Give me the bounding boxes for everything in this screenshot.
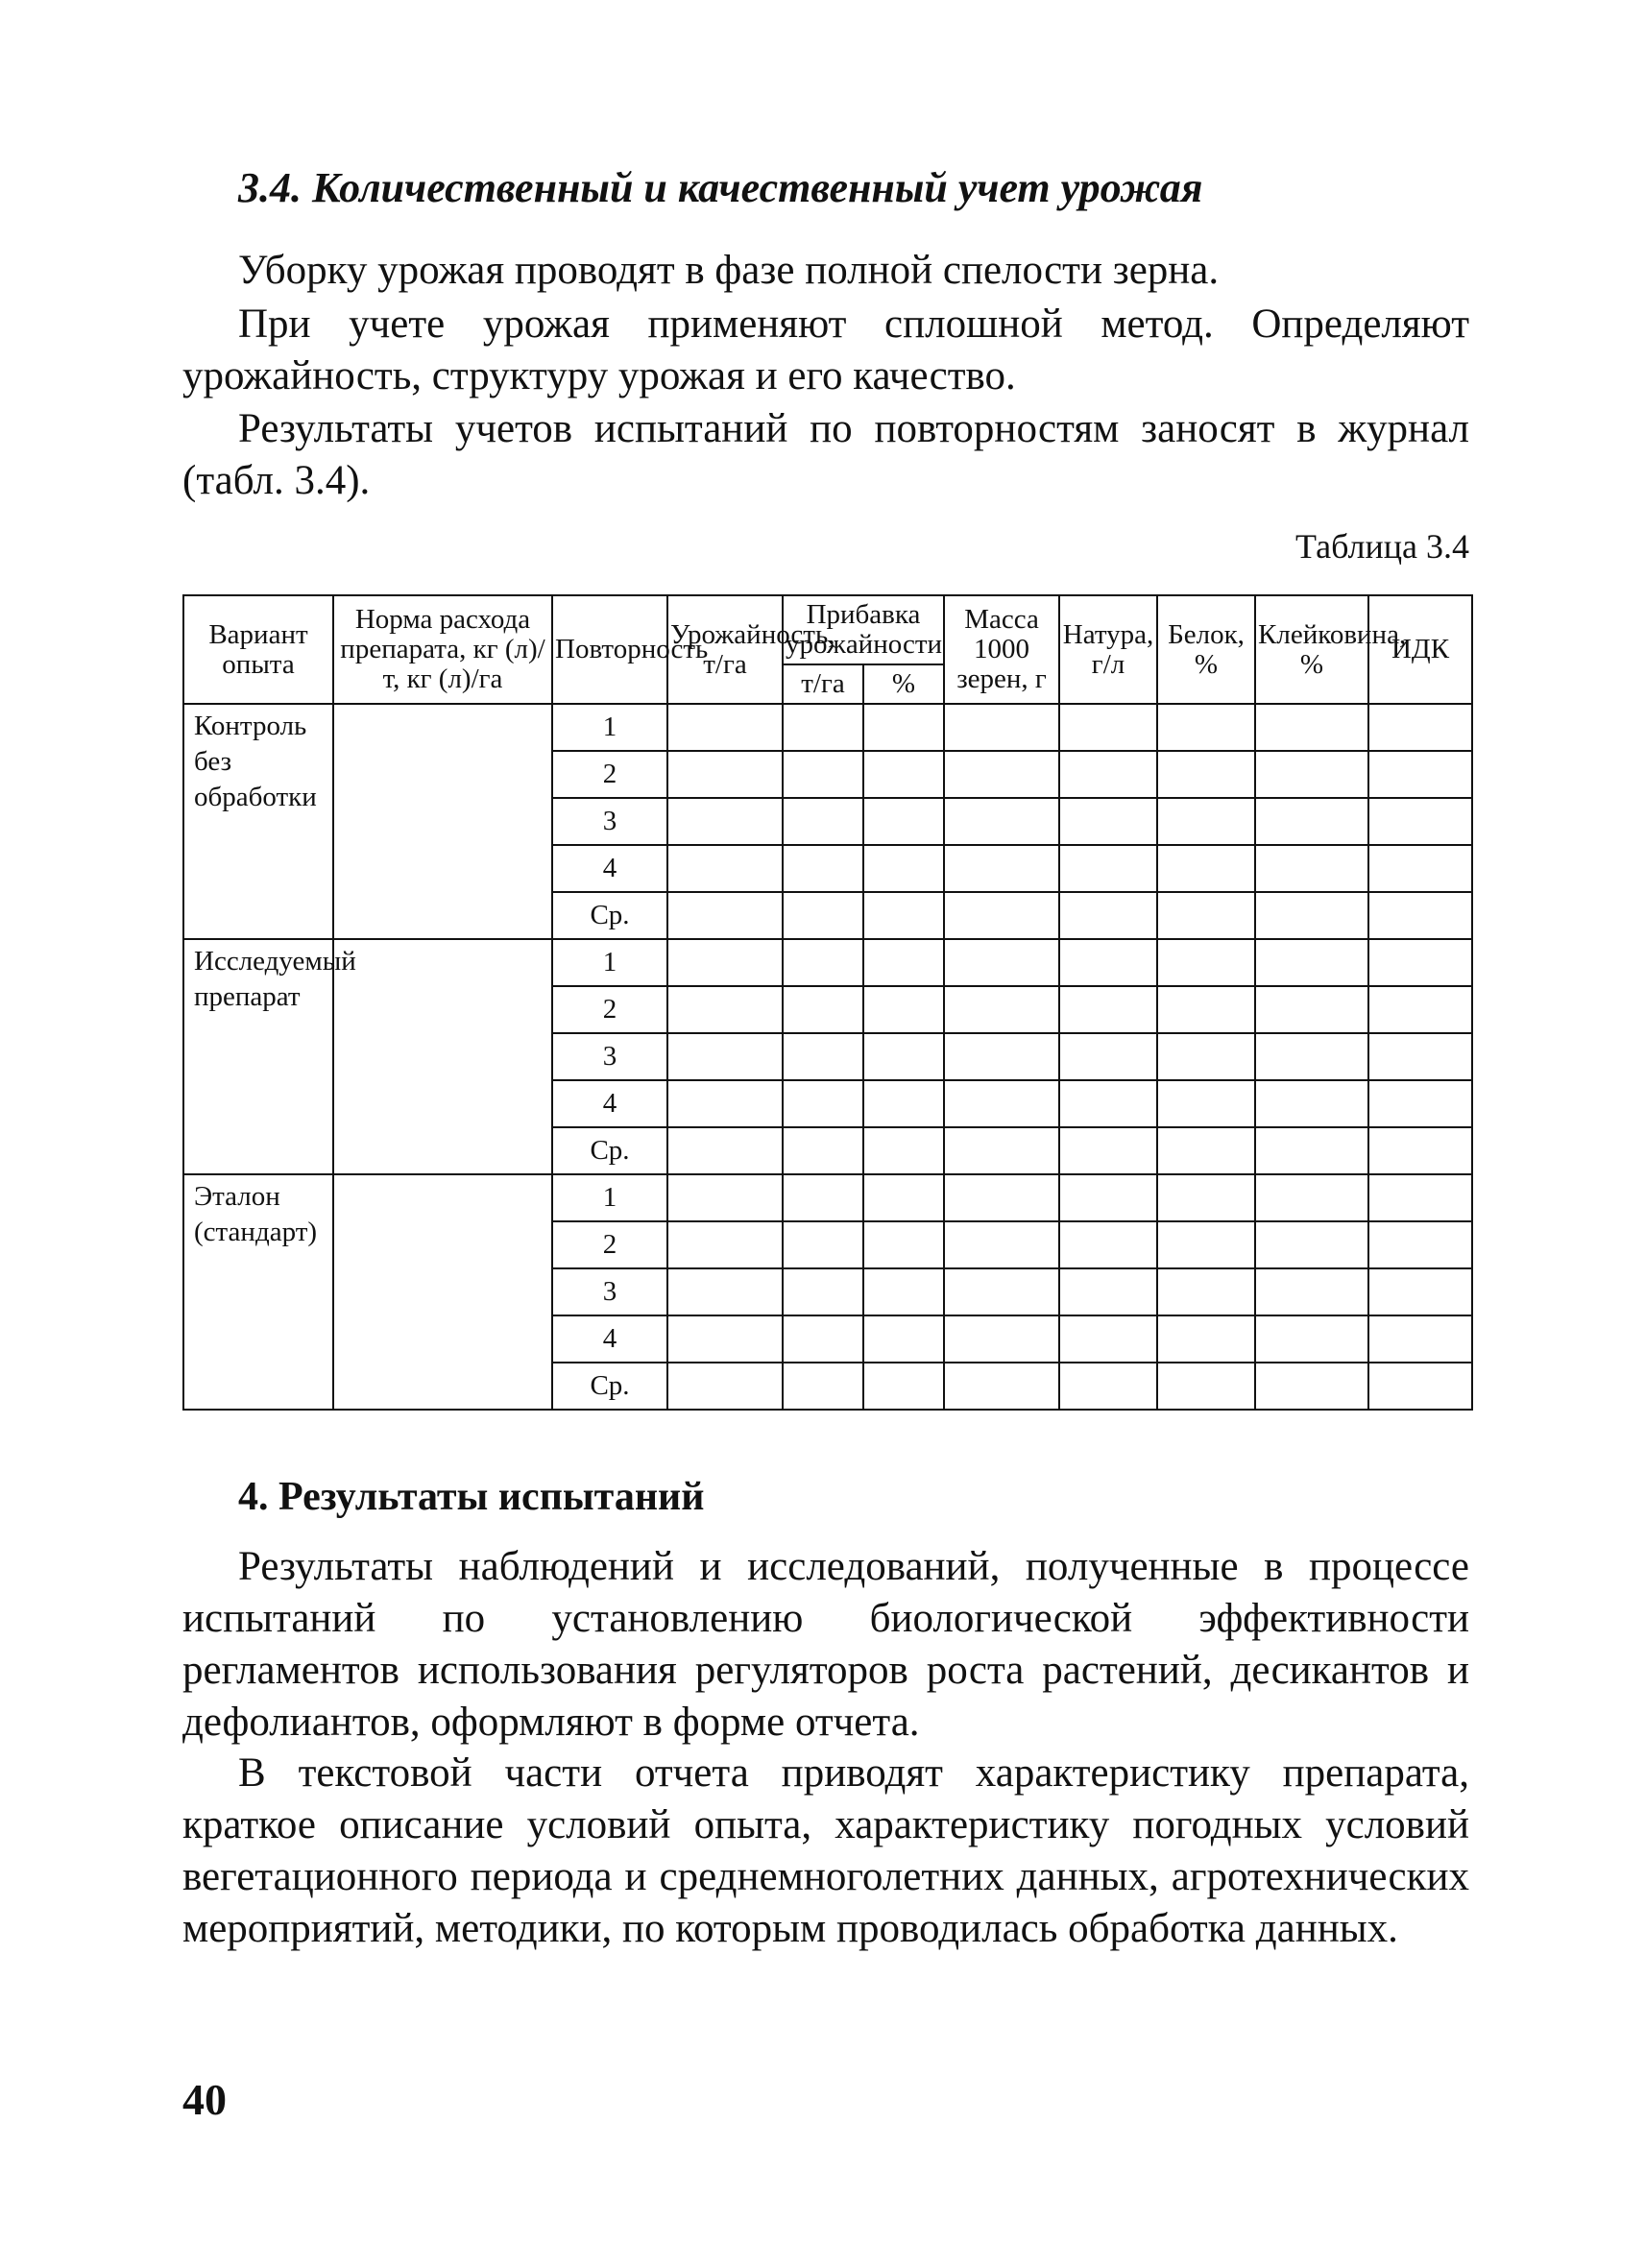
page-number: 40 [182, 2075, 227, 2124]
empty-cell [1059, 892, 1157, 939]
header-increase-tha: т/га [783, 664, 863, 704]
empty-cell [1059, 1033, 1157, 1080]
empty-cell [863, 1315, 944, 1363]
repetition-cell: 4 [552, 1080, 667, 1127]
rate-cell [333, 704, 552, 939]
header-gluten: Клейковина, % [1255, 595, 1368, 704]
repetition-cell: 3 [552, 1033, 667, 1080]
empty-cell [667, 939, 783, 986]
empty-cell [1157, 1363, 1255, 1410]
empty-cell [944, 892, 1059, 939]
repetition-cell: 3 [552, 1268, 667, 1315]
empty-cell [1157, 1221, 1255, 1268]
repetition-cell: 1 [552, 1174, 667, 1221]
empty-cell [1157, 845, 1255, 892]
variant-cell: Эталон (стандарт) [183, 1174, 333, 1410]
paragraph: Уборку урожая проводят в фазе полной спелости зерна. [238, 248, 1220, 293]
empty-cell [1368, 1268, 1472, 1315]
empty-cell [1059, 751, 1157, 798]
empty-cell [1059, 1080, 1157, 1127]
empty-cell [944, 751, 1059, 798]
paragraph: Результаты учетов испытаний по повторностям заносят в журнал (табл. 3.4). [182, 406, 1469, 503]
empty-cell [1255, 704, 1368, 751]
header-rate: Норма расхода препарата, кг (л)/т, кг (л)/га [333, 595, 552, 704]
empty-cell [944, 986, 1059, 1033]
empty-cell [944, 704, 1059, 751]
empty-cell [1255, 1174, 1368, 1221]
empty-cell [783, 939, 863, 986]
empty-cell [1255, 1315, 1368, 1363]
repetition-cell: 1 [552, 939, 667, 986]
empty-cell [863, 892, 944, 939]
empty-cell [1368, 1127, 1472, 1174]
empty-cell [1157, 892, 1255, 939]
empty-cell [944, 1080, 1059, 1127]
repetition-cell: 3 [552, 798, 667, 845]
empty-cell [1255, 986, 1368, 1033]
empty-cell [1368, 845, 1472, 892]
repetition-cell: Ср. [552, 1363, 667, 1410]
empty-cell [1157, 1127, 1255, 1174]
empty-cell [1255, 1127, 1368, 1174]
rate-cell [333, 939, 552, 1174]
header-increase-pct: % [863, 664, 944, 704]
empty-cell [1059, 1268, 1157, 1315]
empty-cell [1059, 986, 1157, 1033]
empty-cell [783, 1127, 863, 1174]
empty-cell [783, 1315, 863, 1363]
empty-cell [667, 1221, 783, 1268]
section-title: 3.4. Количественный и качественный учет урожая [238, 164, 1203, 211]
table-header [183, 595, 1472, 704]
empty-cell [1157, 939, 1255, 986]
empty-cell [1368, 1174, 1472, 1221]
empty-cell [1059, 939, 1157, 986]
empty-cell [1368, 1033, 1472, 1080]
empty-cell [1255, 1033, 1368, 1080]
empty-cell [783, 1033, 863, 1080]
rate-cell [333, 1174, 552, 1410]
empty-cell [667, 1315, 783, 1363]
table-caption: Таблица 3.4 [1295, 527, 1469, 566]
variant-cell: Исследуемый препарат [183, 939, 333, 1174]
repetition-cell: Ср. [552, 1127, 667, 1174]
empty-cell [1368, 1221, 1472, 1268]
empty-cell [863, 1033, 944, 1080]
empty-cell [1157, 1080, 1255, 1127]
repetition-cell: 4 [552, 845, 667, 892]
empty-cell [863, 845, 944, 892]
empty-cell [863, 986, 944, 1033]
empty-cell [667, 751, 783, 798]
empty-cell [1059, 1363, 1157, 1410]
empty-cell [1157, 1268, 1255, 1315]
empty-cell [944, 1127, 1059, 1174]
empty-cell [1157, 751, 1255, 798]
empty-cell [1255, 1363, 1368, 1410]
table-body [183, 704, 1472, 1410]
header-mass: Масса 1000 зерен, г [944, 595, 1059, 704]
empty-cell [1059, 1221, 1157, 1268]
empty-cell [1157, 986, 1255, 1033]
empty-cell [863, 798, 944, 845]
empty-cell [667, 1033, 783, 1080]
empty-cell [1368, 939, 1472, 986]
header-yield: Урожайность, т/га [667, 595, 783, 704]
paragraph: В текстовой части отчета приводят характеристику препарата, краткое описание условий опыта, характеристику погодных условий вегетационного периода и среднемноголетних данных, агротехнических мероприятий, методики, по которым проводилась обработка данных. [182, 1750, 1469, 1951]
empty-cell [667, 1363, 783, 1410]
empty-cell [1157, 798, 1255, 845]
empty-cell [783, 892, 863, 939]
empty-cell [1255, 939, 1368, 986]
empty-cell [783, 798, 863, 845]
empty-cell [863, 1127, 944, 1174]
repetition-cell: 1 [552, 704, 667, 751]
empty-cell [863, 1080, 944, 1127]
empty-cell [1368, 1363, 1472, 1410]
empty-cell [863, 939, 944, 986]
table-row [183, 1174, 1472, 1221]
empty-cell [1059, 798, 1157, 845]
empty-cell [1059, 1315, 1157, 1363]
empty-cell [1059, 1127, 1157, 1174]
empty-cell [1157, 1033, 1255, 1080]
repetition-cell: 4 [552, 1315, 667, 1363]
empty-cell [1255, 798, 1368, 845]
empty-cell [863, 751, 944, 798]
empty-cell [667, 986, 783, 1033]
empty-cell [1368, 751, 1472, 798]
empty-cell [783, 986, 863, 1033]
empty-cell [1059, 845, 1157, 892]
header-repetition: Повторность [552, 595, 667, 704]
empty-cell [1059, 704, 1157, 751]
empty-cell [667, 1174, 783, 1221]
empty-cell [1157, 1174, 1255, 1221]
empty-cell [1255, 1221, 1368, 1268]
repetition-cell: 2 [552, 986, 667, 1033]
repetition-cell: Ср. [552, 892, 667, 939]
variant-cell: Контроль без обработки [183, 704, 333, 939]
empty-cell [944, 1315, 1059, 1363]
empty-cell [944, 939, 1059, 986]
empty-cell [783, 1174, 863, 1221]
empty-cell [944, 1033, 1059, 1080]
empty-cell [783, 704, 863, 751]
results-title: 4. Результаты испытаний [238, 1475, 705, 1519]
empty-cell [667, 1268, 783, 1315]
empty-cell [1368, 704, 1472, 751]
empty-cell [667, 798, 783, 845]
empty-cell [863, 1363, 944, 1410]
header-natura: Натура, г/л [1059, 595, 1157, 704]
header-variant: Вариант опыта [183, 595, 333, 704]
results-table [182, 594, 1473, 1411]
empty-cell [863, 704, 944, 751]
empty-cell [667, 1080, 783, 1127]
empty-cell [1255, 892, 1368, 939]
empty-cell [944, 798, 1059, 845]
repetition-cell: 2 [552, 751, 667, 798]
empty-cell [667, 845, 783, 892]
empty-cell [944, 845, 1059, 892]
empty-cell [944, 1174, 1059, 1221]
empty-cell [783, 1080, 863, 1127]
empty-cell [783, 845, 863, 892]
empty-cell [667, 1127, 783, 1174]
empty-cell [1059, 1174, 1157, 1221]
empty-cell [1368, 798, 1472, 845]
empty-cell [1368, 1315, 1472, 1363]
table-row [183, 939, 1472, 986]
empty-cell [863, 1268, 944, 1315]
empty-cell [944, 1363, 1059, 1410]
empty-cell [783, 1363, 863, 1410]
empty-cell [667, 704, 783, 751]
empty-cell [1255, 1080, 1368, 1127]
header-increase: Прибавка урожайности [783, 595, 944, 664]
empty-cell [667, 892, 783, 939]
empty-cell [863, 1174, 944, 1221]
repetition-cell: 2 [552, 1221, 667, 1268]
empty-cell [1157, 1315, 1255, 1363]
empty-cell [1157, 704, 1255, 751]
empty-cell [1368, 986, 1472, 1033]
empty-cell [944, 1268, 1059, 1315]
empty-cell [944, 1221, 1059, 1268]
paragraph: При учете урожая применяют сплошной метод. Определяют урожайность, структуру урожая и его качество. [182, 302, 1469, 398]
empty-cell [783, 751, 863, 798]
table-row [183, 704, 1472, 751]
empty-cell [1368, 1080, 1472, 1127]
empty-cell [783, 1268, 863, 1315]
header-idk: ИДК [1368, 595, 1472, 704]
empty-cell [1255, 1268, 1368, 1315]
empty-cell [863, 1221, 944, 1268]
empty-cell [783, 1221, 863, 1268]
header-protein: Белок, % [1157, 595, 1255, 704]
empty-cell [1368, 892, 1472, 939]
empty-cell [1255, 751, 1368, 798]
empty-cell [1255, 845, 1368, 892]
paragraph: Результаты наблюдений и исследований, полученные в процессе испытаний по установлению биологической эффективности регламентов использования регуляторов роста растений, десикантов и дефолиантов, оформляют в форме отчета. [182, 1544, 1469, 1745]
